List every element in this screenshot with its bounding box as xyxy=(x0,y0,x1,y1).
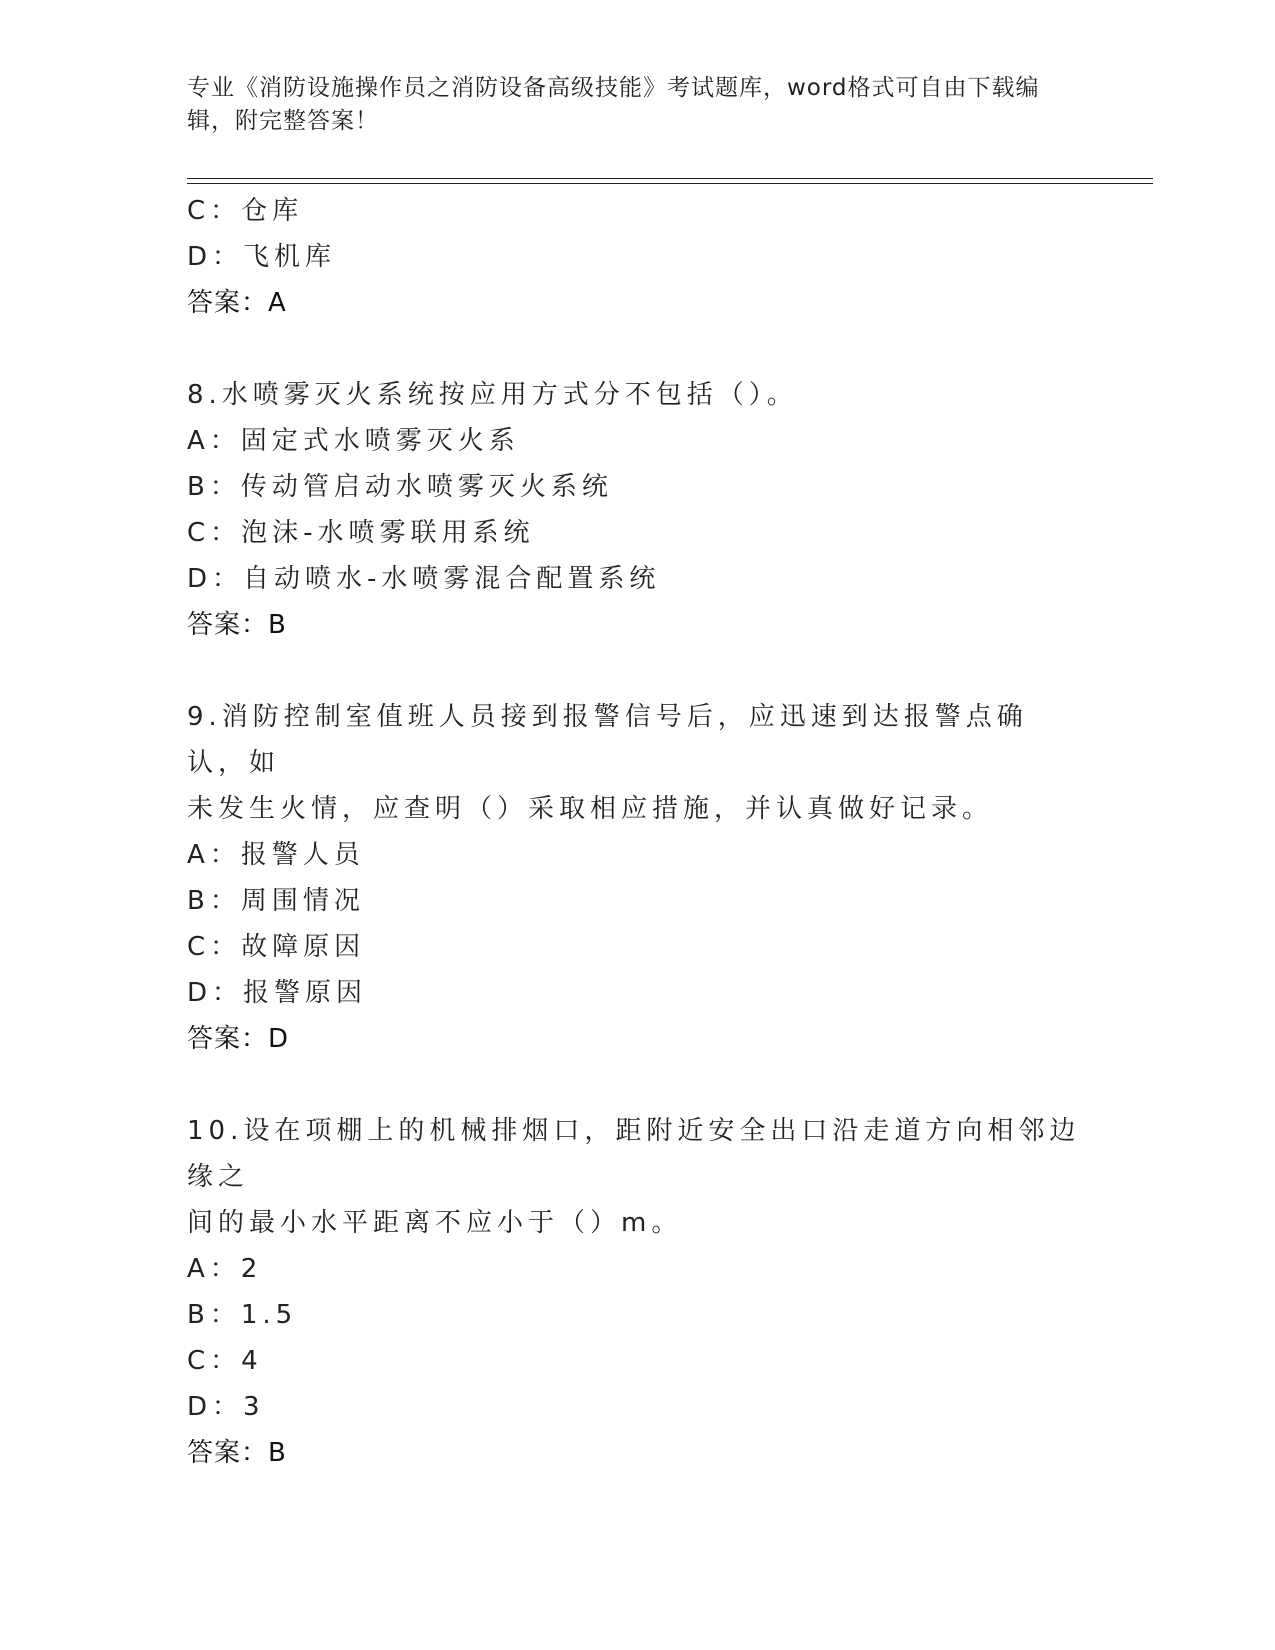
question-stem-line-1: 9.消防控制室值班人员接到报警信号后，应迅速到达报警点确认，如 xyxy=(187,702,1028,778)
document-header: 专业《消防设施操作员之消防设备高级技能》考试题库，word格式可自由下载编辑，附完整答案！ xyxy=(187,75,1040,134)
previous-question xyxy=(187,188,1087,326)
option-d: D：飞机库 xyxy=(187,242,337,272)
option-b: B：周围情况 xyxy=(187,886,365,916)
header-divider-top xyxy=(187,178,1153,179)
option-a: A：2 xyxy=(187,1254,263,1284)
question-10 xyxy=(187,1108,1087,1476)
option-d: D：自动喷水-水喷雾混合配置系统 xyxy=(187,564,661,594)
question-9 xyxy=(187,694,1087,1062)
option-c: C：仓库 xyxy=(187,196,304,226)
option-c: C：泡沫-水喷雾联用系统 xyxy=(187,518,535,548)
question-stem-line-2: 间的最小水平距离不应小于（）m。 xyxy=(187,1208,683,1238)
answer-line: 答案：A xyxy=(187,288,287,318)
question-stem: 8.水喷雾灭火系统按应用方式分不包括（）。 xyxy=(187,380,798,410)
answer-line: 答案：B xyxy=(187,610,287,640)
question-8 xyxy=(187,372,1087,648)
question-stem-line-2: 未发生火情，应查明（）采取相应措施，并认真做好记录。 xyxy=(187,794,994,824)
option-d: D：报警原因 xyxy=(187,978,368,1008)
option-a: A：固定式水喷雾灭火系 xyxy=(187,426,520,456)
question-stem-line-1: 10.设在项棚上的机械排烟口，距附近安全出口沿走道方向相邻边缘之 xyxy=(187,1116,1081,1192)
answer-line: 答案：B xyxy=(187,1438,287,1468)
question-content xyxy=(187,188,1087,1476)
option-b: B：1.5 xyxy=(187,1300,298,1330)
option-b: B：传动管启动水喷雾灭火系统 xyxy=(187,472,613,502)
option-a: A：报警人员 xyxy=(187,840,365,870)
option-d: D：3 xyxy=(187,1392,265,1422)
option-c: C：故障原因 xyxy=(187,932,366,962)
header-divider-bottom xyxy=(187,183,1153,184)
answer-line: 答案：D xyxy=(187,1024,290,1054)
option-c: C：4 xyxy=(187,1346,263,1376)
